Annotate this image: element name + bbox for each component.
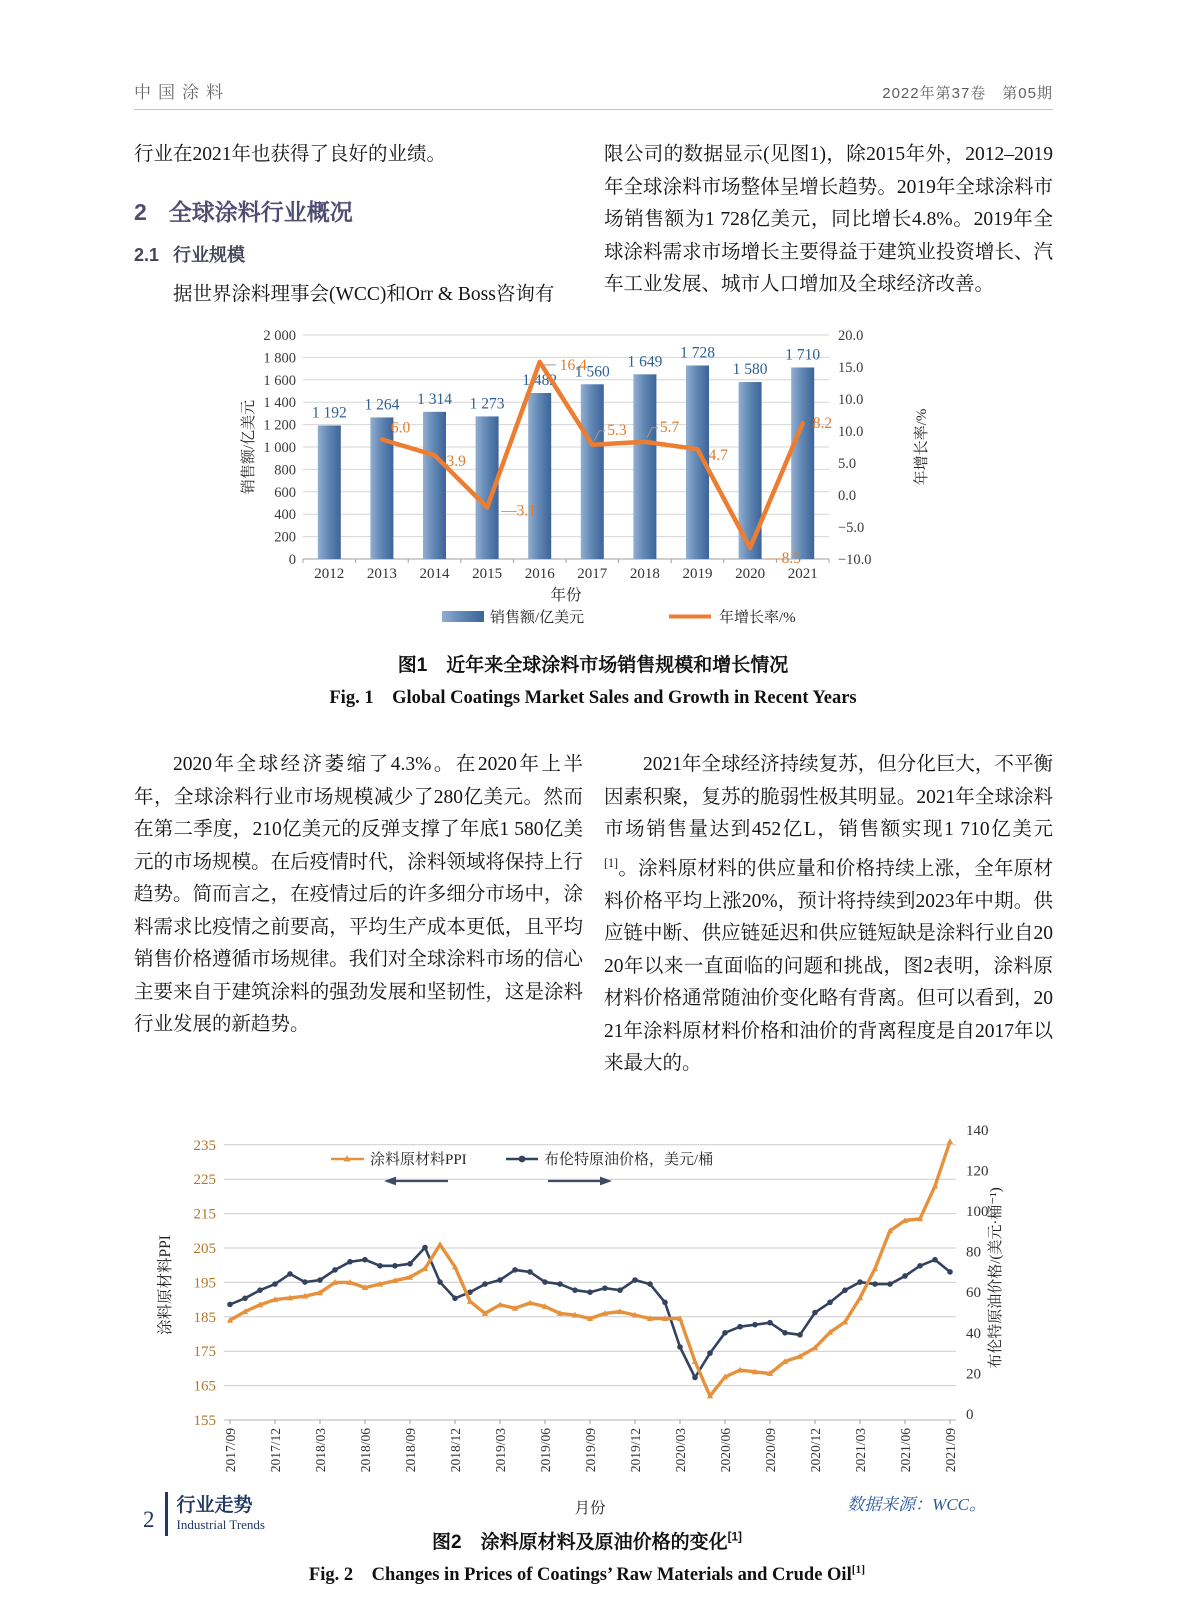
svg-text:2021/09: 2021/09 xyxy=(943,1427,958,1472)
svg-text:100: 100 xyxy=(966,1203,989,1220)
svg-text:10.0: 10.0 xyxy=(838,392,864,408)
chart2-legend xyxy=(331,1150,713,1168)
svg-text:2020/12: 2020/12 xyxy=(808,1427,823,1472)
reference-mark: [1] xyxy=(604,855,619,870)
paragraph-text: 。涂料原材料的供应量和价格持续上涨，全年原材料价格平均上涨20%，预计将持续到2023年中期。供应链中断、供应链延迟和供应链短缺是涂料行业自2020年以来一直面临的问题和挑战，图2表明，涂料原材料价格通常随油价变化略有背离。但可以看到，2021年涂料原材料价格和油价的背离程度是自2017年以来最大的。 xyxy=(604,858,1053,1074)
svg-text:20.0: 20.0 xyxy=(838,328,864,344)
svg-text:0: 0 xyxy=(288,552,296,568)
growth-labels xyxy=(391,357,832,567)
section-heading xyxy=(134,194,583,227)
section-number: 2 xyxy=(134,198,147,225)
svg-text:1 560: 1 560 xyxy=(574,363,610,381)
svg-text:0: 0 xyxy=(966,1406,974,1423)
svg-text:2021/03: 2021/03 xyxy=(853,1427,868,1472)
svg-text:1 728: 1 728 xyxy=(680,344,715,362)
svg-text:40: 40 xyxy=(966,1325,981,1342)
svg-text:1 649: 1 649 xyxy=(627,353,663,371)
intro-right-column xyxy=(604,139,1053,311)
brent-series xyxy=(227,1244,953,1380)
svg-text:年增长率/%: 年增长率/% xyxy=(719,610,796,626)
svg-text:3.9: 3.9 xyxy=(446,453,466,471)
svg-text:175: 175 xyxy=(193,1343,216,1360)
svg-text:5.7: 5.7 xyxy=(659,418,680,436)
svg-text:2016: 2016 xyxy=(524,566,555,582)
figure1 xyxy=(237,321,949,709)
svg-text:195: 195 xyxy=(193,1274,216,1291)
svg-text:−10.0: −10.0 xyxy=(838,552,872,568)
paragraph: 据世界涂料理事会(WCC)和Orr & Boss咨询有 xyxy=(173,283,555,305)
intro-section xyxy=(134,139,1053,311)
body-left-column xyxy=(134,749,583,1081)
svg-text:800: 800 xyxy=(274,462,296,479)
svg-text:80: 80 xyxy=(966,1244,981,1261)
intro-left-column xyxy=(134,139,583,311)
figure1-caption-en: Fig. 1 Global Coatings Market Sales and Growth in Recent Years xyxy=(329,688,857,708)
body-section xyxy=(134,749,1053,1081)
svg-text:2021: 2021 xyxy=(787,566,818,582)
svg-text:155: 155 xyxy=(193,1412,216,1429)
reference-mark: [1] xyxy=(851,1563,866,1576)
svg-text:1 600: 1 600 xyxy=(263,372,296,389)
svg-text:215: 215 xyxy=(193,1206,216,1223)
data-source-note: 数据来源：WCC。 xyxy=(847,1494,986,1514)
svg-text:2018/09: 2018/09 xyxy=(403,1427,418,1472)
subsection-heading xyxy=(134,241,583,267)
svg-text:1 000: 1 000 xyxy=(263,440,296,456)
svg-text:涂料原材料PPI: 涂料原材料PPI xyxy=(370,1151,467,1168)
svg-text:5.0: 5.0 xyxy=(838,456,857,472)
svg-text:2014: 2014 xyxy=(419,566,450,582)
svg-text:2018/12: 2018/12 xyxy=(448,1427,463,1472)
svg-text:—8.5: —8.5 xyxy=(766,549,801,567)
issue-info: 2022年第37卷 第05期 xyxy=(882,85,1053,102)
svg-text:布伦特原油价格，美元/桶: 布伦特原油价格，美元/桶 xyxy=(544,1151,714,1168)
svg-text:120: 120 xyxy=(966,1162,989,1179)
svg-text:2020/06: 2020/06 xyxy=(718,1427,733,1472)
chart1-legend xyxy=(442,608,796,626)
page-header xyxy=(134,0,1053,103)
paragraph: 行业在2021年也获得了良好的业绩。 xyxy=(134,144,447,165)
section-title: 全球涂料行业概况 xyxy=(168,198,353,225)
svg-text:165: 165 xyxy=(193,1378,216,1395)
body-right-column xyxy=(604,749,1053,1081)
svg-text:2017: 2017 xyxy=(577,566,608,582)
svg-text:6.0: 6.0 xyxy=(390,419,411,437)
svg-text:5.3: 5.3 xyxy=(607,421,627,439)
ppi-crude-oil-chart xyxy=(146,1093,1028,1521)
svg-text:−5.0: −5.0 xyxy=(838,520,865,536)
footer-rubric-cn: 行业走势 xyxy=(176,1495,253,1516)
svg-text:2019/06: 2019/06 xyxy=(538,1427,553,1472)
svg-text:4.7: 4.7 xyxy=(708,447,728,465)
svg-text:1 192: 1 192 xyxy=(311,404,347,422)
svg-text:1 482: 1 482 xyxy=(522,372,558,390)
svg-text:2020/09: 2020/09 xyxy=(763,1427,778,1472)
svg-text:235: 235 xyxy=(193,1137,216,1154)
svg-text:2020/03: 2020/03 xyxy=(673,1427,688,1472)
svg-text:2018/06: 2018/06 xyxy=(358,1427,373,1472)
figure2-caption-en xyxy=(146,1560,1028,1586)
svg-text:1 264: 1 264 xyxy=(364,396,400,414)
journal-title: 中国涂料 xyxy=(134,83,230,102)
left-axis xyxy=(156,1137,216,1428)
svg-text:2019: 2019 xyxy=(682,566,713,582)
reference-mark: [1] xyxy=(727,1530,742,1544)
svg-text:1 314: 1 314 xyxy=(417,390,452,408)
axis-direction-arrows xyxy=(384,1176,612,1185)
footer-divider xyxy=(165,1492,168,1536)
svg-text:205: 205 xyxy=(193,1240,216,1257)
svg-text:1 800: 1 800 xyxy=(263,350,296,367)
left-axis xyxy=(239,328,296,568)
svg-text:10.0: 10.0 xyxy=(838,424,864,440)
svg-text:2020: 2020 xyxy=(735,566,766,582)
svg-text:16.4: 16.4 xyxy=(559,356,587,374)
svg-text:年份: 年份 xyxy=(550,587,582,604)
paragraph-text: 2021年全球经济持续复苏，但分化巨大，不平衡因素积聚，复苏的脆弱性极其明显。2021年全球涂料市场销售量达到452亿L，销售额实现1 710亿美元 xyxy=(604,754,1053,840)
figure2 xyxy=(146,1093,1028,1586)
svg-text:0.0: 0.0 xyxy=(838,488,857,504)
sales-bars xyxy=(312,344,821,559)
figure2-caption-cn xyxy=(146,1527,1028,1554)
sales-growth-chart xyxy=(237,321,947,633)
svg-text:1 273: 1 273 xyxy=(469,395,505,413)
svg-text:1 400: 1 400 xyxy=(263,395,296,412)
svg-text:销售额/亿美元: 销售额/亿美元 xyxy=(490,610,585,626)
svg-text:2 000: 2 000 xyxy=(263,328,296,344)
page-footer xyxy=(143,1492,265,1536)
svg-text:60: 60 xyxy=(966,1284,981,1301)
svg-text:—3.1: —3.1 xyxy=(501,502,536,520)
right-axis xyxy=(838,328,930,568)
footer-rubric xyxy=(177,1495,265,1533)
svg-text:涂料原材料PPI: 涂料原材料PPI xyxy=(157,1234,174,1335)
subsection-number: 2.1 xyxy=(134,244,160,265)
paragraph: 2020年全球经济萎缩了4.3%。在2020年上半年，全球涂料行业市场规模减少了280亿美元。然而在第二季度，210亿美元的反弹支撑了年底1 580亿美元的市场规模。在后疫情时代，涂料领域将保持上行趋势。简而言之，在疫情过后的许多细分市场中，涂料需求比疫情之前要高，平均生产成本更低，且平均销售价格遵循市场规律。我们对全球涂料市场的信心主要来自于建筑涂料的强劲发展和坚韧性，这是涂料行业发展的新趋势。 xyxy=(134,754,583,1035)
svg-text:销售额/亿美元: 销售额/亿美元 xyxy=(241,399,257,495)
figure1-caption-cn: 图1 近年来全球涂料市场销售规模和增长情况 xyxy=(397,655,789,676)
svg-text:600: 600 xyxy=(274,484,296,501)
svg-text:2018: 2018 xyxy=(629,566,660,582)
paragraph xyxy=(604,749,1053,1081)
svg-text:15.0: 15.0 xyxy=(838,360,864,376)
footer-rubric-en: Industrial Trends xyxy=(176,1517,265,1532)
header-rule xyxy=(134,109,1053,110)
page-number: 2 xyxy=(143,1507,155,1532)
caption-text: Fig. 2 Changes in Prices of Coatings’ Raw Materials and Crude Oil xyxy=(308,1564,852,1585)
svg-text:布伦特原油价格/(美元·桶⁻¹): 布伦特原油价格/(美元·桶⁻¹) xyxy=(988,1186,1004,1369)
svg-text:2019/09: 2019/09 xyxy=(583,1427,598,1472)
svg-text:185: 185 xyxy=(193,1309,216,1326)
svg-text:2015: 2015 xyxy=(472,566,503,582)
svg-text:225: 225 xyxy=(193,1171,216,1188)
svg-text:400: 400 xyxy=(274,507,296,524)
svg-text:2017/09: 2017/09 xyxy=(223,1427,238,1472)
svg-text:1 580: 1 580 xyxy=(732,361,768,379)
svg-text:20: 20 xyxy=(966,1365,981,1382)
svg-text:1 200: 1 200 xyxy=(263,417,296,434)
svg-text:月份: 月份 xyxy=(574,1499,606,1517)
svg-text:2019/03: 2019/03 xyxy=(493,1427,508,1472)
svg-text:2021/06: 2021/06 xyxy=(898,1427,913,1472)
svg-text:8.2: 8.2 xyxy=(812,415,833,433)
subsection-title: 行业规模 xyxy=(173,244,246,265)
svg-text:1 710: 1 710 xyxy=(785,346,821,364)
svg-text:2018/03: 2018/03 xyxy=(313,1427,328,1472)
svg-text:2012: 2012 xyxy=(314,566,345,582)
svg-text:200: 200 xyxy=(274,529,296,546)
svg-text:年增长率/%: 年增长率/% xyxy=(914,408,930,486)
x-axis-labels xyxy=(314,566,817,604)
right-axis xyxy=(966,1122,1004,1422)
svg-text:2013: 2013 xyxy=(366,566,397,582)
svg-text:140: 140 xyxy=(966,1122,989,1139)
svg-text:2019/12: 2019/12 xyxy=(628,1427,643,1472)
paragraph: 限公司的数据显示(见图1)，除2015年外，2012–2019年全球涂料市场整体呈增长趋势。2019年全球涂料市场销售额为1 728亿美元，同比增长4.8%。2019年全球涂料需求市场增长主要得益于建筑业投资增长、汽车工业发展、城市人口增加及全球经济改善。 xyxy=(604,144,1053,295)
caption-text: 图2 涂料原材料及原油价格的变化 xyxy=(432,1531,728,1553)
svg-text:2017/12: 2017/12 xyxy=(268,1427,283,1472)
